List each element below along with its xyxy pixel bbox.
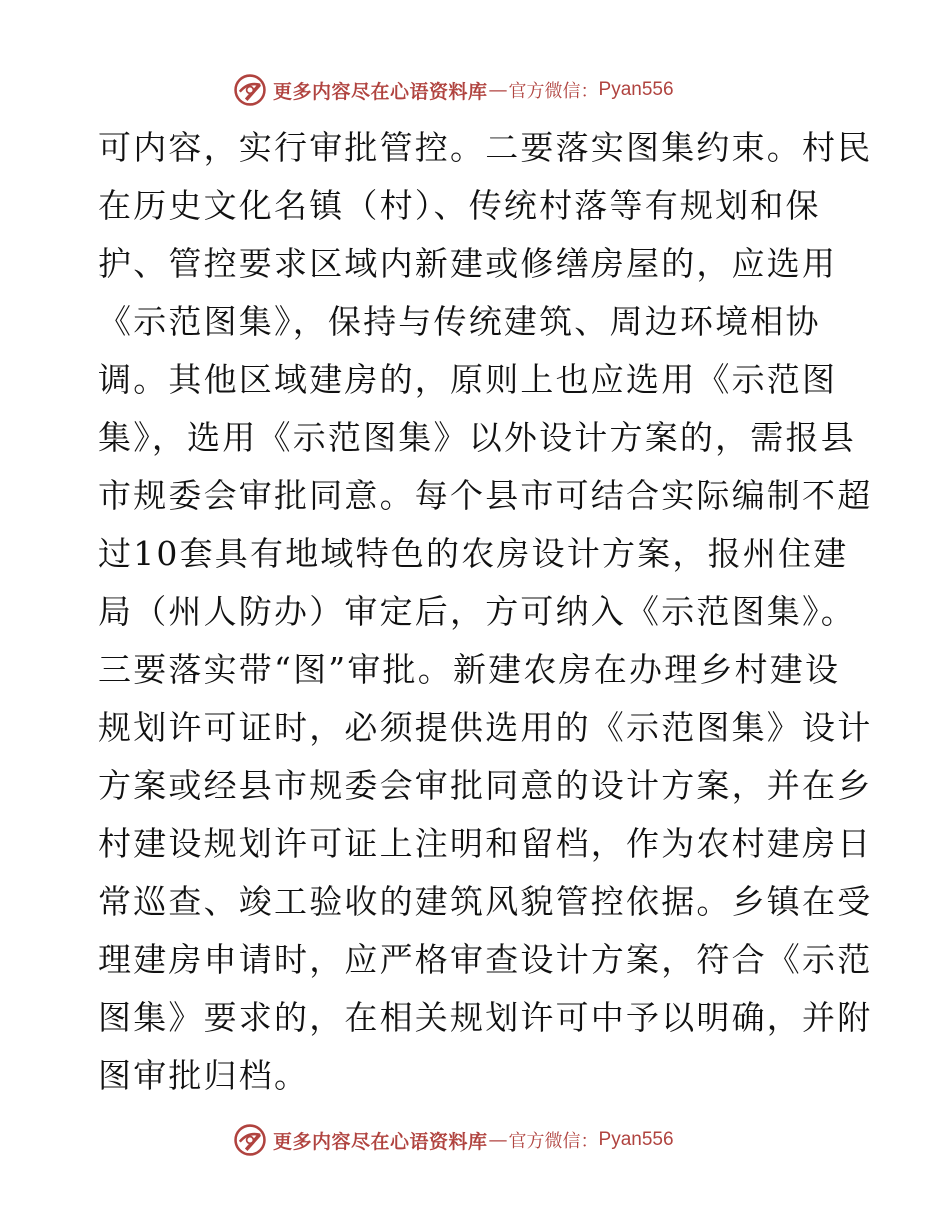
body-line: 集》，选用《示范图集》以外设计方案的，需报县	[98, 418, 856, 457]
body-line: 村建设规划许可证上注明和留档，作为农村建房日	[98, 824, 873, 863]
banner-separator: —	[488, 79, 508, 101]
body-line: 调。其他区域建房的，原则上也应选用《示范图	[98, 360, 838, 399]
document-body	[98, 119, 873, 1105]
body-line: 三要落实带“图”审批。新建农房在办理乡村建设	[98, 650, 841, 689]
body-line: 过10套具有地域特色的农房设计方案，报州住建	[98, 534, 849, 573]
body-line: 规划许可证时，必须提供选用的《示范图集》设计	[98, 708, 873, 747]
body-line: 市规委会审批同意。每个县市可结合实际编制不超	[98, 476, 873, 515]
body-line: 护、管控要求区域内新建或修缮房屋的，应选用	[98, 244, 838, 283]
banner-title: 更多内容尽在心语资料库	[273, 80, 488, 103]
body-line: 图审批归档。	[98, 1056, 310, 1095]
logo-icon	[233, 73, 267, 107]
banner-separator: —	[488, 1129, 508, 1151]
banner-contact-label: 官方微信：	[508, 1131, 599, 1152]
body-line: 图集》要求的，在相关规划许可中予以明确，并附	[98, 998, 873, 1037]
banner-contact-label: 官方微信：	[508, 81, 599, 102]
logo-icon	[233, 1123, 267, 1157]
banner-contact-id: Pyan556	[598, 79, 674, 100]
footer-banner	[233, 1120, 713, 1160]
header-banner	[233, 70, 713, 110]
body-line: 《示范图集》，保持与传统建筑、周边环境相协	[98, 302, 821, 341]
body-line: 在历史文化名镇（村）、传统村落等有规划和保	[98, 186, 821, 225]
body-line: 理建房申请时，应严格审查设计方案，符合《示范	[98, 940, 873, 979]
body-line: 可内容，实行审批管控。二要落实图集约束。村民	[98, 128, 873, 167]
body-line: 局（州人防办）审定后，方可纳入《示范图集》。	[98, 592, 856, 631]
banner-title: 更多内容尽在心语资料库	[273, 1130, 488, 1153]
body-line: 常巡查、竣工验收的建筑风貌管控依据。乡镇在受	[98, 882, 873, 921]
banner-contact-id: Pyan556	[598, 1129, 674, 1150]
body-line: 方案或经县市规委会审批同意的设计方案，并在乡	[98, 766, 873, 805]
